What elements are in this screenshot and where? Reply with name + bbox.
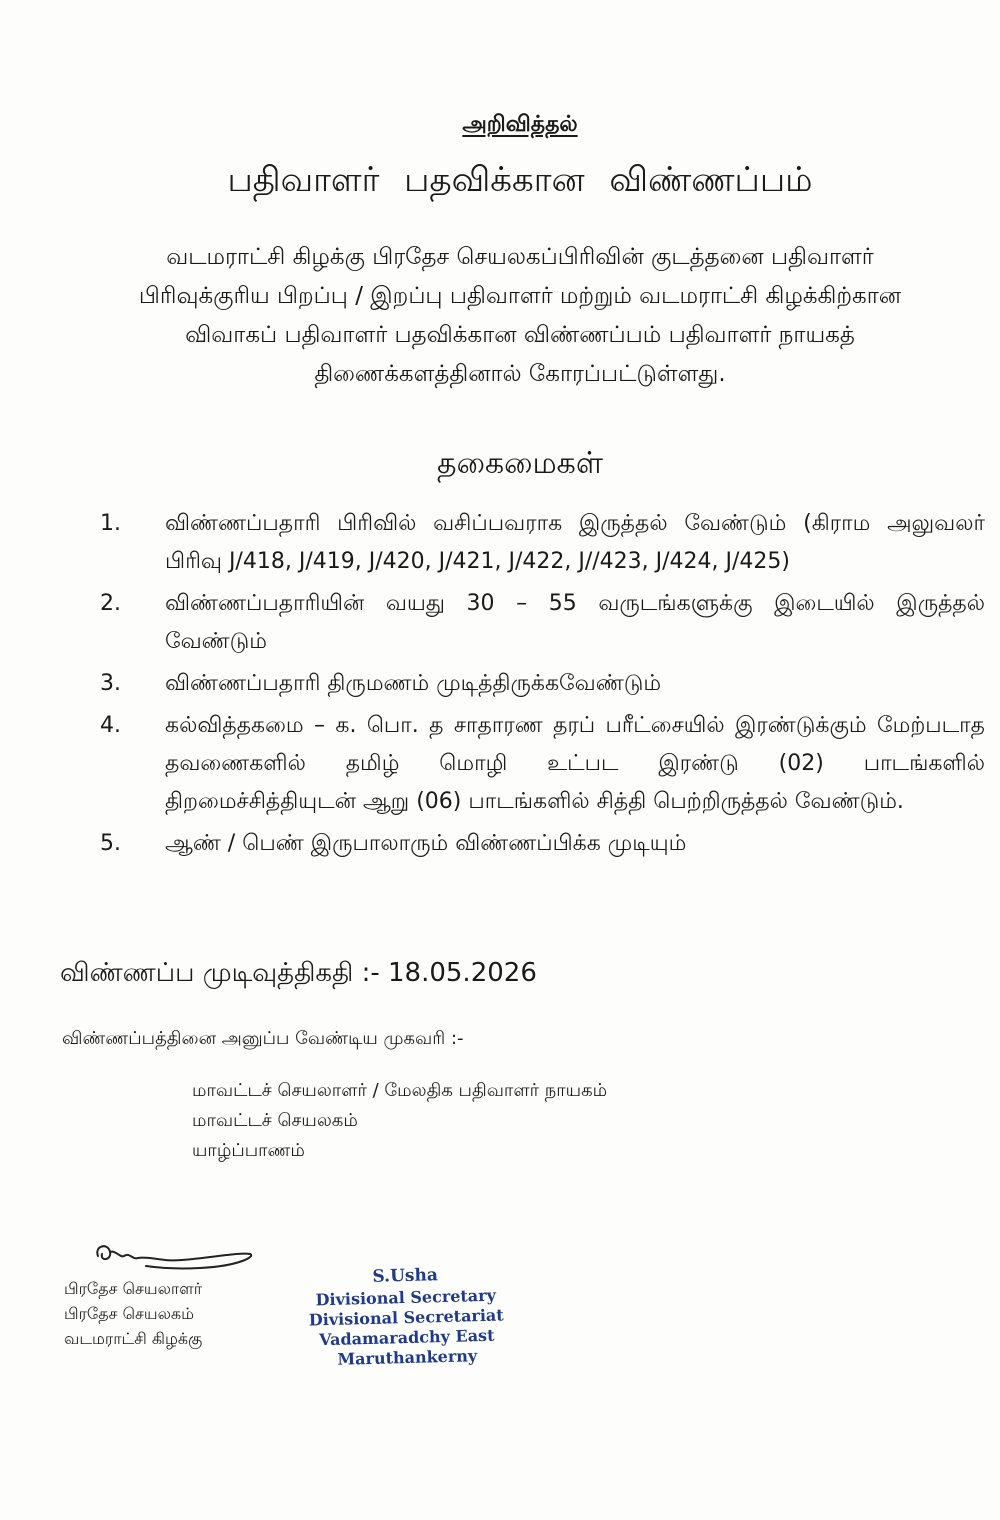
page-title: பதிவாளர் பதவிக்கான விண்ணப்பம் [227,160,813,200]
notice-label: அறிவித்தல் [462,112,578,137]
list-item-number: 5. [100,831,121,856]
list-item-text: விண்ணப்பதாரியின் வயது 30 – 55 வருடங்களுக்கு இடையில் இருத்தல் வேண்டும் [165,591,985,654]
list-item-text: விண்ணப்பதாரி பிரிவில் வசிப்பவராக இருத்தல் வேண்டும் (கிராம அலுவலர் பிரிவு J/418, J/419, J/420, J/421, J/422, J//423, J/424, J/425) [165,511,985,574]
list-item-text: ஆண் / பெண் இருபாலாரும் விண்ணப்பிக்க முடியும் [165,831,687,856]
signatory-line: வடமராட்சி கிழக்கு [64,1329,203,1348]
address-line: மாவட்டச் செயலாளர் / மேலதிக பதிவாளர் நாயகம் [192,1080,608,1101]
qualifications-heading: தகைமைகள் [437,446,603,481]
address-line: யாழ்ப்பாணம் [192,1140,305,1161]
list-item-text: கல்வித்தகமை – க. பொ. த சாதாரண தரப் பரீட்சையில் இரண்டுக்கும் மேற்படாத தவணைகளில் தமிழ் மொழி உட்பட இரண்டு (02) பாடங்களில் திறமைச்சித்தியுடன் ஆறு (06) பாடங்களில் சித்தி பெற்றிருத்தல் வேண்டும். [165,713,985,814]
list-item-text: விண்ணப்பதாரி திருமணம் முடித்திருக்கவேண்டும் [165,671,662,696]
list-item-number: 3. [100,671,121,696]
application-deadline: விண்ணப்ப முடிவுத்திகதி :- 18.05.2026 [60,958,537,988]
signatory-line: பிரதேச செயலாளர் [64,1279,203,1298]
signature-image [90,1238,260,1274]
stamp-line: Vadamaradchy East [318,1325,495,1350]
list-item [100,505,985,581]
list-item [100,825,985,863]
signatory-block [64,1276,202,1351]
official-stamp [295,1263,517,1369]
list-item [100,585,985,661]
qualifications-list [100,505,985,867]
list-item-number: 4. [100,713,121,738]
list-item [100,665,985,703]
mailing-address [192,1076,607,1166]
list-item-number: 1. [100,511,121,536]
stamp-line: Divisional Secretariat [308,1305,504,1330]
stamp-line: Divisional Secretary [315,1285,497,1310]
stamp-line: S.Usha [372,1265,439,1287]
address-line: மாவட்டச் செயலகம் [192,1110,358,1131]
stamp-line: Maruthankerny [337,1346,478,1369]
signatory-line: பிரதேச செயலகம் [64,1304,195,1323]
list-item-number: 2. [100,591,121,616]
address-label: விண்ணப்பத்தினை அனுப்ப வேண்டிய முகவரி :- [62,1028,464,1049]
intro-paragraph: வடமராட்சி கிழக்கு பிரதேச செயலகப்பிரிவின் குடத்தனை பதிவாளர் பிரிவுக்குரிய பிறப்பு / இறப்பு பதிவாளர் மற்றும் வடமராட்சி கிழக்கிற்கான விவாகப் பதிவாளர் பதவிக்கான விண்ணப்பம் பதிவாளர் நாயகத் திணைக்களத்தினால் கோரப்பட்டுள்ளது. [138,244,902,387]
list-item [100,707,985,821]
